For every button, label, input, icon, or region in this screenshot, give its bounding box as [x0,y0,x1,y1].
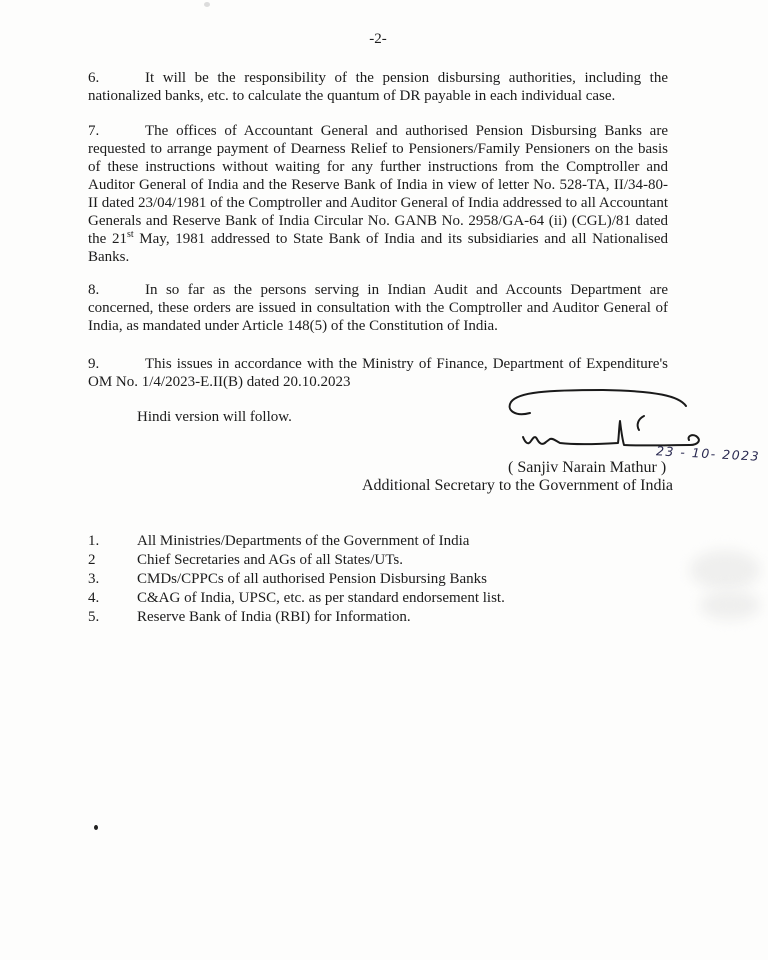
page-number: -2- [369,31,387,47]
paragraph-8 [88,281,668,335]
list-item-text: All Ministries/Departments of the Government of India [137,533,470,549]
list-item [88,551,668,570]
list-item-number: 5. [88,609,100,625]
list-item-number: 3. [88,571,100,587]
list-item-number: 1. [88,533,100,549]
hindi-version-note: Hindi version will follow. [137,409,292,425]
ink-speck [94,825,98,830]
paragraph-9 [88,355,668,391]
handwritten-date: 23 - 10- 2023 [655,443,761,464]
paragraph-7-text: The offices of Accountant General and authorised Pension Disbursing Banks are requested to arrange payment of Dearness Relief to Pensioners/Family Pensioners on the basis of these instructions without waiting for any further instructions from the Comptroller and Auditor General of India and the Reserve Bank of India in view of letter No. 528-TA, II/34-80-II dated 23/04/1981 of the Comptroller and Auditor General of India addressed to all Accountant Generals and Reserve Bank of India Circular No. GANB No. 2958/GA-64 (ii) (CGL)/81 dated the 21 [88,123,668,247]
paragraph-7 [88,122,668,266]
list-item-text: C&AG of India, UPSC, etc. as per standard endorsement list. [137,590,505,606]
list-item-text: CMDs/CPPCs of all authorised Pension Disbursing Banks [137,571,488,587]
paragraph-9-text: This issues in accordance with the Ministry of Finance, Department of Expenditure's OM No. 1/4/2023-E.II(B) dated 20.10.2023 [88,356,668,390]
paragraph-6 [88,69,668,105]
signatory-name: ( Sanjiv Narain Mathur ) [508,459,667,476]
paragraph-7-number: 7. [88,123,100,139]
list-item-number: 4. [88,590,100,606]
signatory-title: Additional Secretary to the Government of India [362,477,674,494]
list-item [88,532,668,551]
list-item [88,589,668,608]
list-item [88,608,668,627]
list-item-text: Reserve Bank of India (RBI) for Information. [137,609,411,625]
paragraph-7-text-continued: May, 1981 addressed to State Bank of India and its subsidiaries and all Nationalised Banks. [88,231,669,265]
paragraph-8-text: In so far as the persons serving in Indian Audit and Accounts Department are concerned, these orders are issued in consultation with the Comptroller and Auditor General of India, as mandated under Article 148(5) of the Constitution of India. [88,282,668,334]
list-item-text: Chief Secretaries and AGs of all States/UTs. [137,552,403,568]
paragraph-8-number: 8. [88,282,100,298]
ordinal-superscript: st [126,229,134,240]
paragraph-6-text: It will be the responsibility of the pension disbursing authorities, including the nationalized banks, etc. to calculate the quantum of DR payable in each individual case. [88,70,668,104]
paragraph-6-number: 6. [88,70,100,86]
paragraph-9-number: 9. [88,356,100,372]
distribution-list [88,532,668,627]
list-item [88,570,668,589]
list-item-number: 2 [88,552,96,568]
signature-drawing [505,388,717,452]
